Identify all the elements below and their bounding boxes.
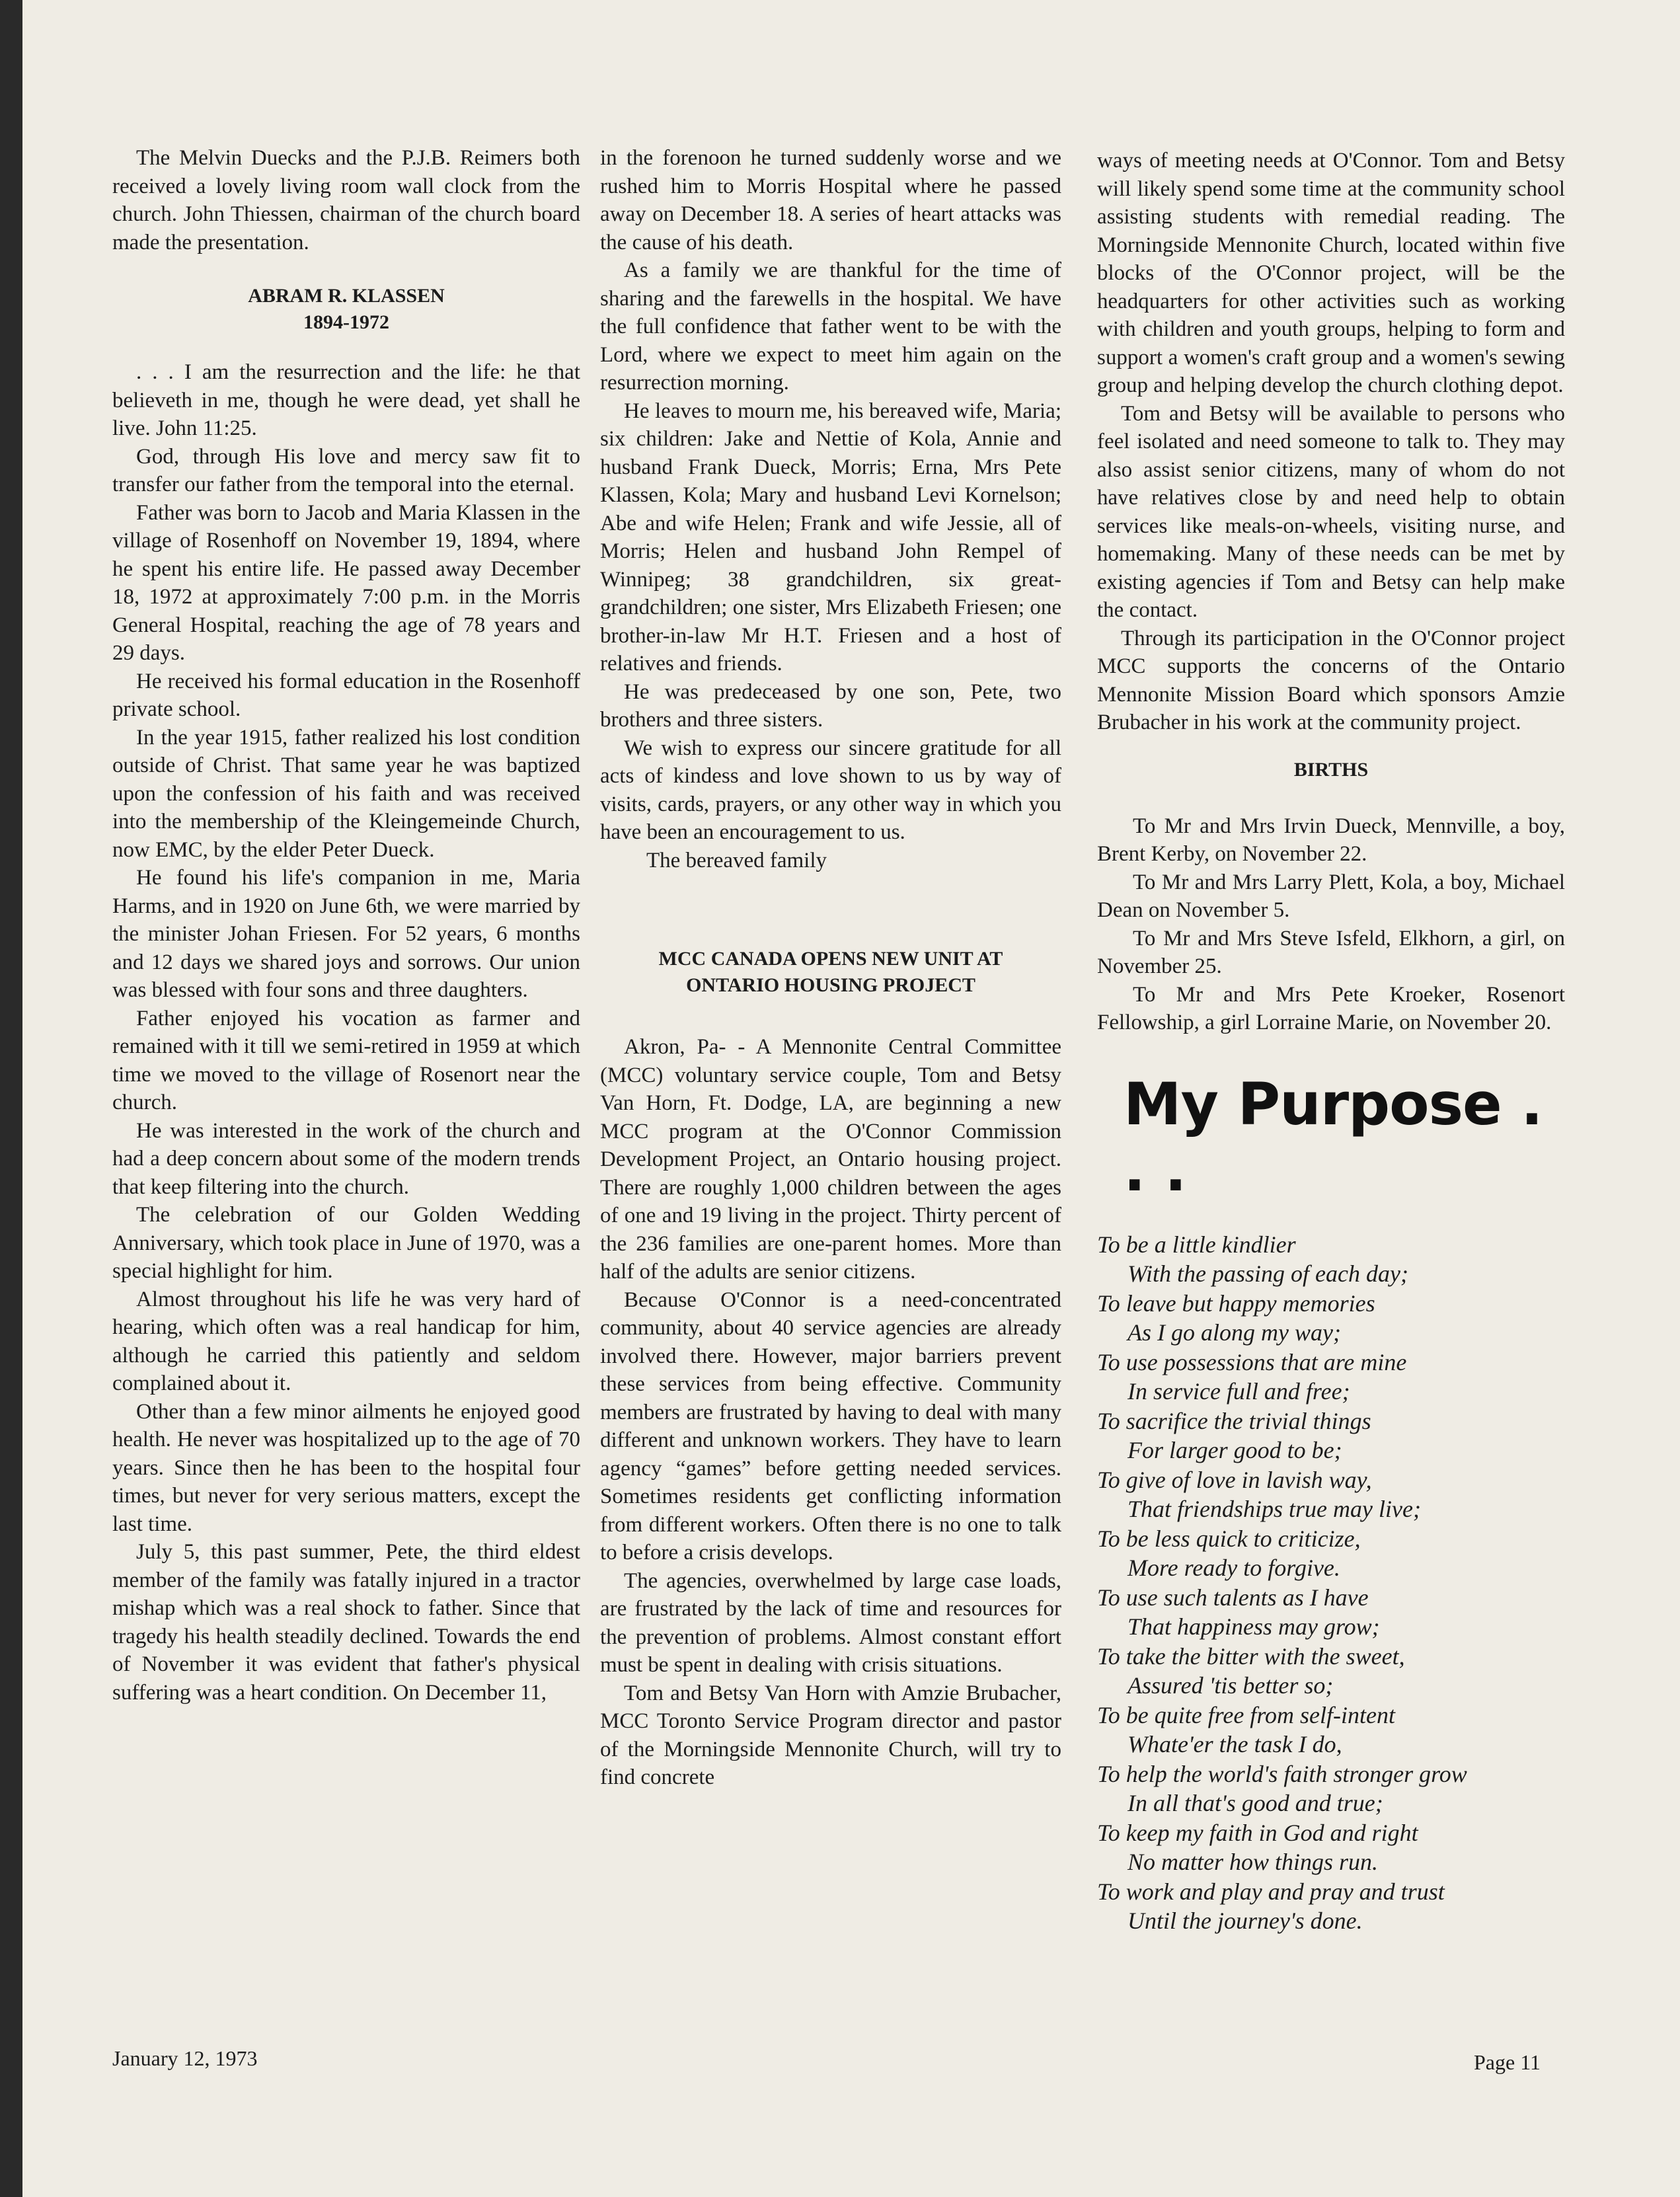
paragraph: ways of meeting needs at O'Connor. Tom and Betsy will likely spend some time at the community school assisting students with remedial reading. The Morningside Mennonite Church, located within five blocks of the O'Connor project, will be the headquarters for other activities such as working with children and youth groups, helping to form and support a women's craft group and a women's sewing group and helping develop the church clothing depot. — [1097, 149, 1565, 397]
paragraph: He found his life's companion in me, Maria Harms, and in 1920 on June 6th, we were married by the minister Johan Friesen. For 52 years, 6 months and 12 days we shared joys and sorrows. Our union was blessed with four sons and three daughters. — [112, 866, 580, 1002]
birth-announcement: To Mr and Mrs Larry Plett, Kola, a boy, Michael Dean on November 5. — [1097, 870, 1565, 922]
poem-line: In service full and free; — [1127, 1378, 1350, 1405]
poem-line: To use such talents as I have — [1097, 1584, 1369, 1611]
paragraph: Other than a few minor ailments he enjoyed good health. He never was hospitalized up to the age of 70 years. Since then he has been to the hospital four times, but never for very serious matters, except the last time. — [112, 1399, 580, 1536]
page-number: Page 11 — [1474, 2050, 1541, 2074]
column-2 — [600, 144, 1061, 1792]
paragraph: He was predeceased by one son, Pete, two brothers and three sisters. — [600, 679, 1061, 732]
paragraph: July 5, this past summer, Pete, the third eldest member of the family was fatally injured in a tractor mishap which was a real shock to father. Since that tragedy his health steadily declined. Towards the end of November it was evident that father's physical suffering was a heart condition. On December 11, — [112, 1540, 580, 1705]
poem-line: That friendships true may live; — [1127, 1496, 1421, 1522]
poem-line: To help the world's faith stronger grow — [1097, 1760, 1467, 1787]
paragraph: He received his formal education in the Rosenhoff private school. — [112, 669, 580, 721]
poem-line: To work and play and pray and trust — [1097, 1878, 1445, 1905]
paragraph: Akron, Pa- - A Mennonite Central Committee (MCC) voluntary service couple, Tom and Betsy Van Horn, Ft. Dodge, LA, are beginning a new MCC program at the O'Connor Commission Development Project, an Ontario housing project. There are roughly 1,000 children between the ages of one and 19 living in the project. Thirty percent of the 236 families are one-parent homes. More than half of the adults are senior citizens. — [600, 1035, 1061, 1284]
paragraph: Almost throughout his life he was very hard of hearing, which often was a real handicap for him, although he carried this patiently and seldom complained about it. — [112, 1287, 580, 1395]
scan-edge — [0, 0, 22, 2197]
paragraph: In the year 1915, father realized his lost condition outside of Christ. That same year he was baptized upon the confession of his faith and was received into the membership of the Kleingemeinde Church, now EMC, by the elder Peter Dueck. — [112, 725, 580, 862]
poem-line: To use possessions that are mine — [1097, 1348, 1407, 1375]
paragraph: Father was born to Jacob and Maria Klassen in the village of Rosenhoff on November 19, 1894, where he spent his entire life. He passed away December 18, 1972 at approximately 7:00 p.m. in the Morris General Hospital, reaching the age of 78 years and 29 days. — [112, 500, 580, 665]
column-3 — [1097, 147, 1565, 1936]
issue-date: January 12, 1973 — [112, 2046, 258, 2070]
poem-line: To keep my faith in God and right — [1097, 1819, 1418, 1846]
paragraph: God, through His love and mercy saw fit to transfer our father from the temporal into the eternal. — [112, 444, 580, 496]
paragraph: Father enjoyed his vocation as farmer and remained with it till we semi-retired in 1959 at which time we moved to the village of Rosenort near the church. — [112, 1006, 580, 1114]
poem-line: That happiness may grow; — [1127, 1613, 1380, 1640]
poem-line: To sacrifice the trivial things — [1097, 1407, 1371, 1434]
paragraph: He was interested in the work of the church and had a deep concern about some of the modern trends that keep filtering into the church. — [112, 1118, 580, 1199]
faded-stamp — [562, 2049, 826, 2135]
birth-announcement: To Mr and Mrs Pete Kroeker, Rosenort Fellowship, a girl Lorraine Marie, on November 20. — [1097, 982, 1565, 1034]
signature: The bereaved family — [646, 848, 827, 872]
paragraph: The Melvin Duecks and the P.J.B. Reimers both received a lovely living room wall clock from the church. John Thiessen, chairman of the church board made the presentation. — [112, 146, 580, 254]
poem-line: To be quite free from self-intent — [1097, 1701, 1395, 1728]
poem-line: To take the bitter with the sweet, — [1097, 1642, 1405, 1670]
paragraph: The celebration of our Golden Wedding Anniversary, which took place in June of 1970, was a special highlight for him. — [112, 1203, 580, 1283]
poem-line: No matter how things run. — [1127, 1849, 1379, 1875]
paragraph: in the forenoon he turned suddenly worse and we rushed him to Morris Hospital where he passed away on December 18. A series of heart attacks was the cause of his death. — [600, 146, 1061, 254]
poem-line: To leave but happy memories — [1097, 1290, 1375, 1317]
paragraph: The agencies, overwhelmed by large case loads, are frustrated by the lack of time and resources for the prevention of problems. Almost constant effort must be spent in dealing with crisis situations. — [600, 1568, 1061, 1677]
poem-line: Whate'er the task I do, — [1127, 1731, 1342, 1757]
paragraph: Tom and Betsy will be available to persons who feel isolated and need someone to talk to. They may also assist senior citizens, many of whom do not have relatives close by and need help to obtain services like meals-on-wheels, visiting nurse, and homemaking. Many of these needs can be met by existing agencies if Tom and Betsy can help make the contact. — [1097, 401, 1565, 622]
obituary-years: 1894-1972 — [303, 311, 389, 333]
poem — [1097, 1230, 1565, 1936]
poem-line: In all that's good and true; — [1127, 1790, 1383, 1816]
scripture-paragraph: . . . I am the resurrection and the life: he that believeth in me, though he were dead, yet shall he live. John 11:25. — [112, 360, 580, 440]
obituary-heading: ABRAM R. KLASSEN — [248, 285, 445, 307]
poem-line: To be less quick to criticize, — [1097, 1525, 1361, 1552]
paragraph: He leaves to mourn me, his bereaved wife, Maria; six children: Jake and Nettie of Kola, Annie and husband Frank Dueck, Morris; Erna, Mrs Pete Klassen, Kola; Mary and husband Levi Kornelson; Abe and wife Helen; Frank and wife Jessie, all of Morris; Helen and husband John Rempel of Winnipeg; 38 grandchildren, six great-grandchildren; one sister, Mrs Elizabeth Friesen; one brother-in-law Mr H.T. Friesen and a host of relatives and friends. — [600, 399, 1061, 675]
poem-title: My Purpose . . . — [1124, 1069, 1543, 1204]
poem-line: More ready to forgive. — [1127, 1555, 1340, 1581]
paragraph: We wish to express our sincere gratitude for all acts of kindess and love shown to us by way of visits, cards, prayers, or any other way in which you have been an encouragement to us. — [600, 736, 1061, 844]
poem-line: Until the journey's done. — [1127, 1908, 1363, 1934]
poem-line: As I go along my way; — [1127, 1319, 1341, 1346]
poem-line: With the passing of each day; — [1127, 1260, 1408, 1287]
poem-line: For larger good to be; — [1127, 1437, 1342, 1463]
birth-announcement: To Mr and Mrs Steve Isfeld, Elkhorn, a girl, on November 25. — [1097, 926, 1565, 978]
poem-line: To give of love in lavish way, — [1097, 1466, 1372, 1493]
paragraph: As a family we are thankful for the time of sharing and the farewells in the hospital. We have the full confidence that father went to be with the Lord, where we expect to meet him again on the resurrection morning. — [600, 258, 1061, 395]
article-heading-line-2: ONTARIO HOUSING PROJECT — [686, 974, 975, 996]
article-heading-line-1: MCC CANADA OPENS NEW UNIT AT — [658, 948, 1003, 970]
paragraph: Tom and Betsy Van Horn with Amzie Brubacher, MCC Toronto Service Program director and pastor of the Morningside Mennonite Church, will try to find concrete — [600, 1681, 1061, 1789]
births-heading: BIRTHS — [1293, 758, 1369, 781]
birth-announcement: To Mr and Mrs Irvin Dueck, Mennville, a boy, Brent Kerby, on November 22. — [1097, 814, 1565, 866]
paragraph: Because O'Connor is a need-concentrated community, about 40 service agencies are already involved there. However, major barriers prevent these services from being effective. Community members are frustrated by having to deal with many different and unknown workers. They have to learn agency “games” before getting needed services. Sometimes residents get conflicting information from different workers. Often there is no one to talk to before a crisis develops. — [600, 1288, 1061, 1564]
poem-line: To be a little kindlier — [1097, 1231, 1296, 1258]
column-1 — [112, 144, 580, 1707]
poem-line: Assured 'tis better so; — [1127, 1672, 1334, 1699]
paragraph: Through its participation in the O'Connor project MCC supports the concerns of the Ontario Mennonite Mission Board which sponsors Amzie Brubacher in his work at the community project. — [1097, 626, 1565, 734]
